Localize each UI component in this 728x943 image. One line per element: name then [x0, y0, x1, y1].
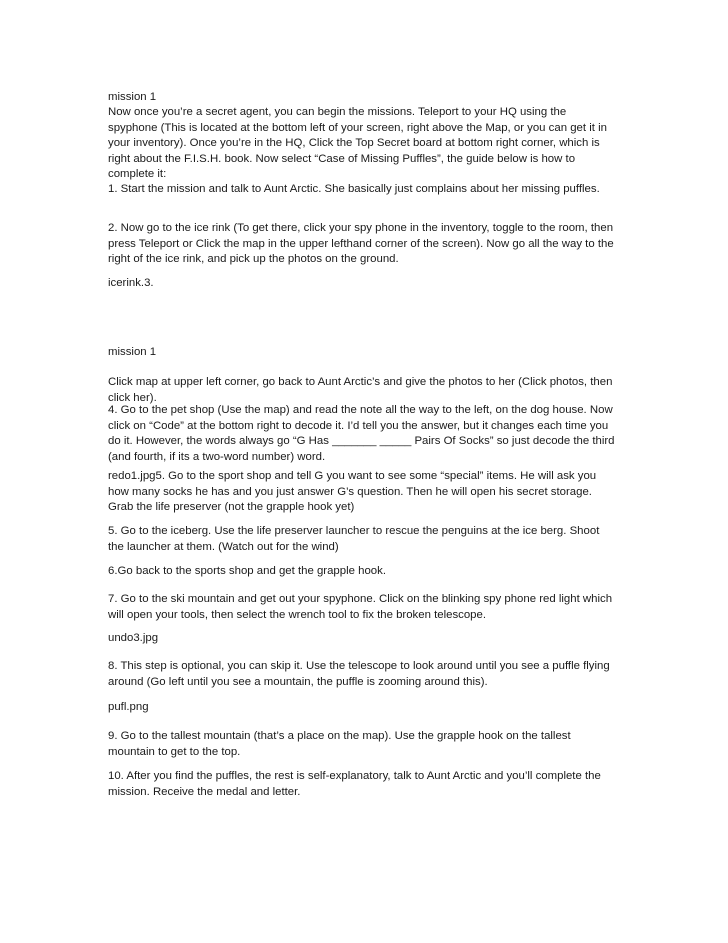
- step-4-paragraph: 4. Go to the pet shop (Use the map) and read the note all the way to the left, on the dog house. Now click on “Code” at the bottom right to decode it. I’d tell you the answer, but it changes each time you do it. However, the words always go “G Has _______ _____ Pairs Of Socks” so just decode the third (and fourth, if its a two-word number) word.: [108, 404, 615, 463]
- intro-paragraph: Now once you’re a secret agent, you can begin the missions. Teleport to your HQ using the spyphone (This is located at the bottom left of your screen, right above the Map, or you can get it in your inventory). Once you’re in the HQ, Click the Top Secret board at bottom right corner, which is right about the F.I.S.H. book. Now select “Case of Missing Puffles”, the guide below is how to complete it:: [108, 106, 607, 180]
- step-8-paragraph: 8. This step is optional, you can skip it. Use the telescope to look around until you see a puffle flying around (Go left until you see a mountain, the puffle is zooming around this).: [108, 660, 610, 688]
- step-10-paragraph: 10. After you find the puffles, the rest is self-explanatory, talk to Aunt Arctic and you’ll complete the mission. Receive the medal and letter.: [108, 770, 601, 798]
- step-3-paragraph: Click map at upper left corner, go back to Aunt Arctic’s and give the photos to her (Click photos, then click her).: [108, 376, 613, 404]
- step-5-iceberg-paragraph: 5. Go to the iceberg. Use the life preserver launcher to rescue the penguins at the ice berg. Shoot the launcher at them. (Watch out for the wind): [108, 525, 600, 553]
- step-1-paragraph: 1. Start the mission and talk to Aunt Arctic. She basically just complains about her missing puffles.: [108, 183, 600, 195]
- heading-mission-1-second: mission 1: [108, 346, 157, 358]
- step-7-paragraph: 7. Go to the ski mountain and get out your spyphone. Click on the blinking spy phone red light which will open your tools, then select the wrench tool to fix the broken telescope.: [108, 593, 613, 621]
- image-placeholder-undo3: undo3.jpg: [108, 632, 159, 644]
- step-2-paragraph: 2. Now go to the ice rink (To get there, click your spy phone in the inventory, toggle to the room, then press Teleport or Click the map in the upper lefthand corner of the screen). Now go all the way to the right of the ice rink, and pick up the photos on the ground.: [108, 222, 614, 265]
- step-9-paragraph: 9. Go to the tallest mountain (that’s a place on the map). Use the grapple hook on the tallest mountain to get to the top.: [108, 730, 571, 758]
- image-placeholder-pufl: pufl.png: [108, 701, 149, 713]
- step-6-paragraph: 6.Go back to the sports shop and get the grapple hook.: [108, 565, 386, 577]
- image-placeholder-icerink: icerink.3.: [108, 277, 154, 289]
- step-5-sport-shop-paragraph: redo1.jpg5. Go to the sport shop and tell G you want to see some “special” items. He will ask you how many socks he has and you just answer G’s question. Then he will open his secret storage. Grab the life preserver (not the grapple hook yet): [108, 470, 597, 513]
- heading-mission-1: mission 1: [108, 91, 157, 103]
